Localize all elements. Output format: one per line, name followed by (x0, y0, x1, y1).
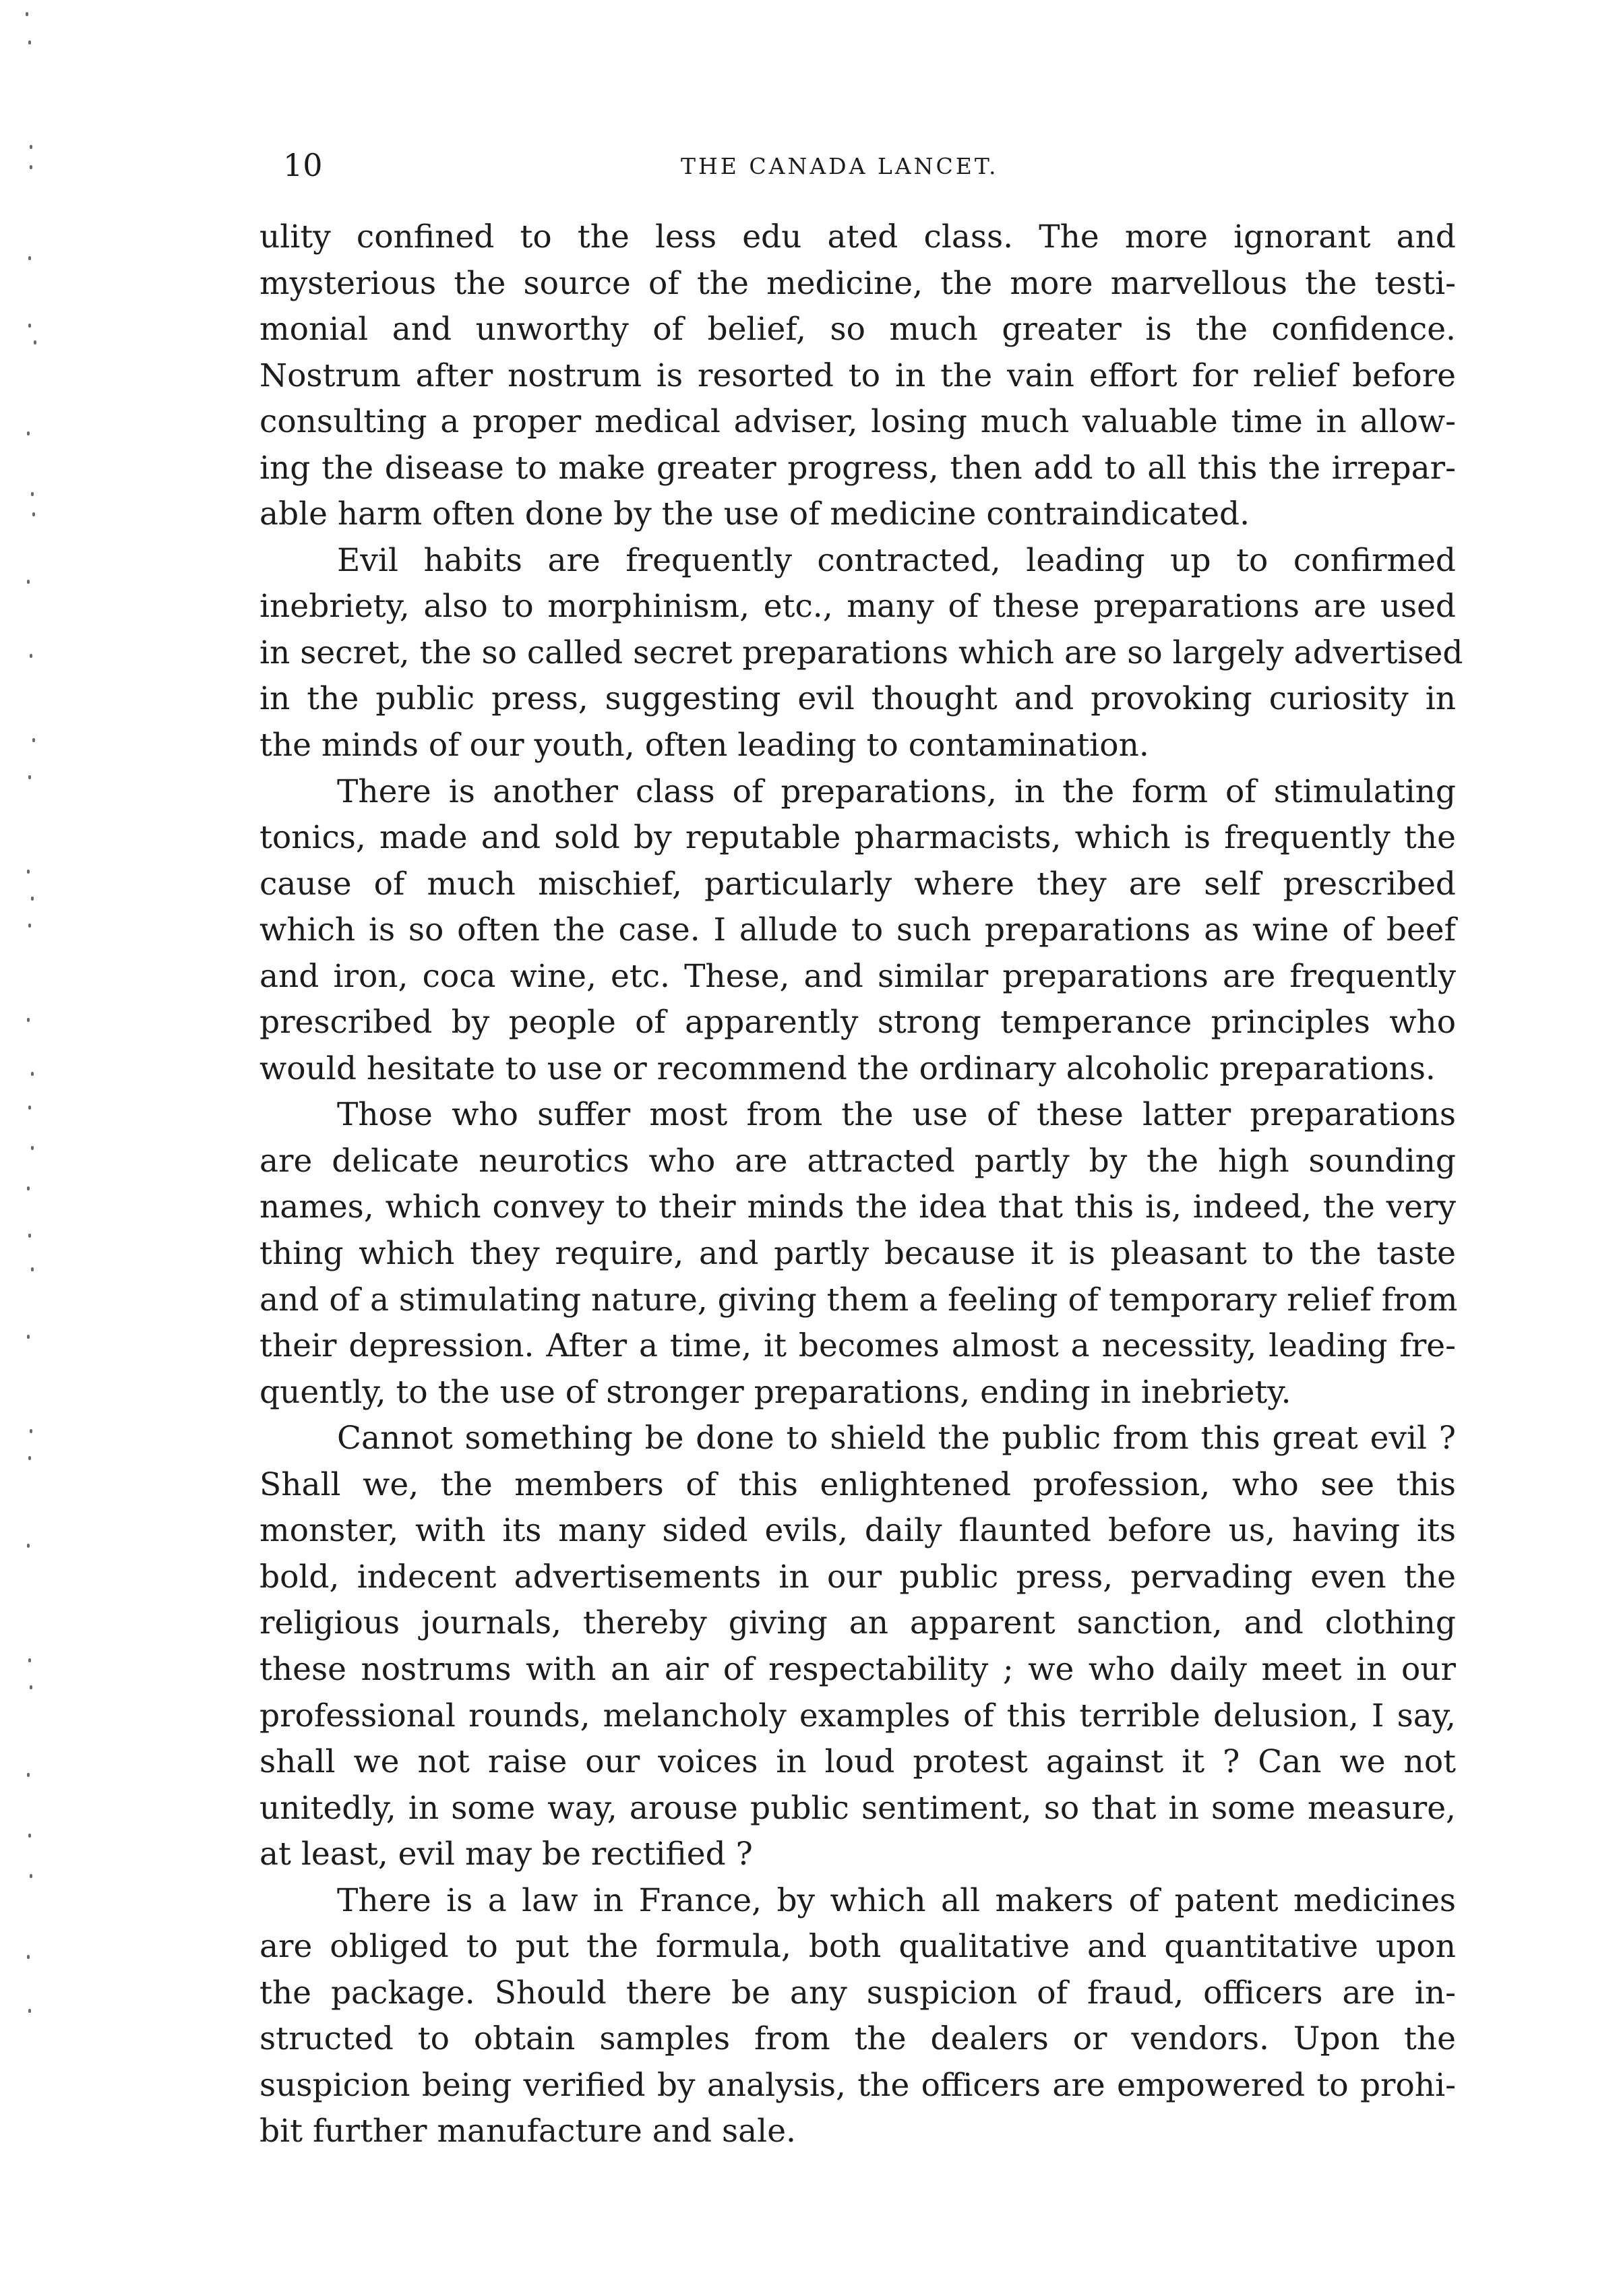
text-line: Nostrum after nostrum is resorted to in the vain effort for relief before (259, 357, 1456, 394)
text-line: these nostrums with an air of respectability ; we who daily meet in our (259, 1650, 1456, 1688)
text-line: mysterious the source of the medicine, the more marvellous the testi- (259, 264, 1456, 302)
text-line: the minds of our youth, often leading to contamination. (259, 727, 1149, 764)
text-line: at least, evil may be rectified ? (259, 1836, 753, 1873)
text-line: consulting a proper medical adviser, losing much valuable time in allow- (259, 403, 1456, 441)
text-line: would hesitate to use or recommend the ordinary alcoholic preparations. (259, 1050, 1436, 1087)
text-line: unitedly, in some way, arouse public sentiment, so that in some measure, (259, 1789, 1456, 1827)
article-body (259, 214, 1463, 2155)
scan-speck (27, 1773, 30, 1777)
page-number: 10 (283, 147, 323, 183)
text-line: and of a stimulating nature, giving them a feeling of temporary relief from (259, 1281, 1458, 1319)
text-line: prescribed by people of apparently strong temperance principles who (259, 1004, 1456, 1041)
text-line: inebriety, also to morphinism, etc., many of these preparations are used (259, 588, 1456, 626)
text-line: able harm often done by the use of medicine contraindicated. (259, 495, 1250, 533)
scan-speck (32, 738, 35, 742)
scan-speck (30, 145, 32, 149)
text-line: bold, indecent advertisements in our public press, pervading even the (259, 1558, 1456, 1596)
text-line: in the public press, suggesting evil thought and provoking curiosity in (259, 680, 1456, 718)
scan-speck (30, 1685, 32, 1689)
text-line: are obliged to put the formula, both qualitative and quantitative upon (259, 1928, 1456, 1966)
paragraph-first-line: Those who suffer most from the use of these latter preparations (337, 1096, 1456, 1134)
scan-speck (30, 1874, 32, 1878)
text-line: thing which they require, and partly because it is pleasant to the taste (259, 1235, 1456, 1273)
scan-speck (27, 1186, 30, 1190)
text-line: professional rounds, melancholy examples of this terrible delusion, I say, (259, 1697, 1456, 1734)
text-line: suspicion being verified by analysis, the officers are empowered to prohi- (259, 2066, 1456, 2104)
running-head: THE CANADA LANCET. (681, 153, 999, 179)
text-line: and iron, coca wine, etc. These, and similar preparations are frequently (259, 957, 1456, 995)
text-line: their depression. After a time, it becomes almost a necessity, leading fre- (259, 1327, 1456, 1365)
scan-speck (28, 324, 31, 328)
scan-speck (27, 870, 30, 874)
text-line: which is so often the case. I allude to such preparations as wine of beef (259, 911, 1456, 949)
scan-speck (26, 12, 28, 16)
scan-speck (28, 1106, 31, 1110)
text-line: tonics, made and sold by reputable pharmacists, which is frequently the (259, 819, 1456, 857)
paragraph-first-line: Cannot something be done to shield the public from this great evil ? (337, 1420, 1456, 1457)
scan-speck (28, 2009, 31, 2013)
scan-speck (27, 1544, 30, 1548)
scan-speck (30, 1429, 32, 1433)
paragraph-first-line: There is another class of preparations, in the form of stimulating (337, 773, 1456, 810)
text-line: the package. Should there be any suspicion of fraud, officers are in- (259, 1974, 1456, 2012)
text-line: shall we not raise our voices in loud protest against it ? Can we not (259, 1743, 1456, 1781)
paragraph-first-line: There is a law in France, by which all makers of patent medicines (337, 1881, 1456, 1919)
scan-speck (28, 1658, 31, 1662)
scan-speck (28, 40, 31, 44)
scan-speck (28, 1234, 31, 1238)
text-line: quently, to the use of stronger preparations, ending in inebriety. (259, 1373, 1291, 1411)
text-line: monster, with its many sided evils, daily flaunted before us, having its (259, 1512, 1456, 1550)
text-line: religious journals, thereby giving an apparent sanction, and clothing (259, 1604, 1456, 1642)
scan-speck (30, 654, 32, 658)
text-line: ulity confined to the less edu ated class. The more ignorant and (259, 218, 1456, 255)
scan-speck (27, 1335, 30, 1339)
scan-speck (27, 431, 30, 435)
text-line: ing the disease to make greater progress, then add to all this the irrepar- (259, 449, 1456, 487)
text-line: names, which convey to their minds the idea that this is, indeed, the very (259, 1188, 1456, 1226)
scan-speck (28, 1456, 31, 1460)
scan-speck (28, 256, 31, 260)
scan-speck (31, 1146, 34, 1150)
text-line: Shall we, the members of this enlightened profession, who see this (259, 1466, 1456, 1503)
scan-speck (28, 924, 31, 928)
scan-speck (27, 580, 30, 584)
scan-speck (31, 1267, 34, 1271)
scan-speck (28, 775, 31, 779)
scan-speck (30, 165, 32, 169)
text-line: bit further manufacture and sale. (259, 2113, 796, 2150)
text-line: are delicate neurotics who are attracted partly by the high sounding (259, 1142, 1456, 1180)
text-line: in secret, the so called secret preparations which are so largely advertised (259, 634, 1463, 671)
scan-speck (31, 1072, 34, 1076)
text-line: monial and unworthy of belief, so much greater is the confidence. (259, 311, 1456, 349)
scan-speck (28, 1834, 31, 1838)
paragraph-first-line: Evil habits are frequently contracted, leading up to confirmed (337, 541, 1456, 579)
scan-speck (32, 512, 35, 516)
text-line: structed to obtain samples from the dealers or vendors. Upon the (259, 2020, 1456, 2058)
scan-speck (31, 492, 34, 496)
scan-margin-marks (0, 0, 74, 2296)
scan-speck (31, 897, 34, 901)
scan-speck (27, 1018, 30, 1022)
scan-speck (27, 1955, 30, 1959)
scan-speck (34, 340, 36, 344)
text-line: cause of much mischief, particularly where they are self prescribed (259, 865, 1456, 903)
